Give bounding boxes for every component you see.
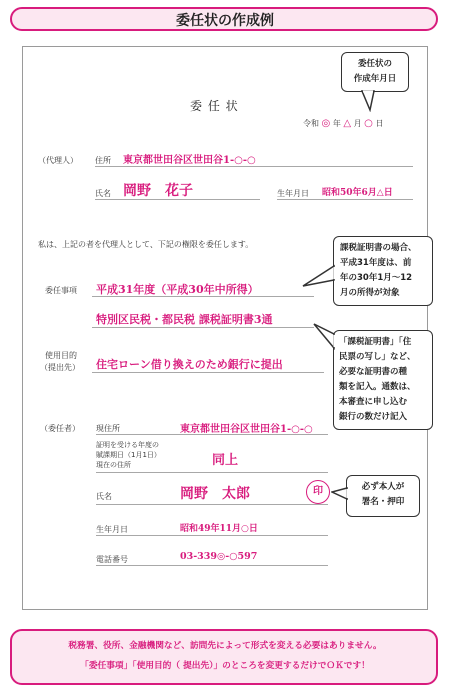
page-title: 委任状の作成例 <box>176 13 274 29</box>
agent-section-label: （代理人） <box>38 156 78 165</box>
principal-current-address-value: 東京都世田谷区世田谷1-○-○ <box>180 424 313 435</box>
callout-year-line3: 年の30年1月～12 <box>340 273 413 283</box>
principal-cert-address-value: 同上 <box>212 453 239 468</box>
agent-name-underline <box>95 199 260 200</box>
callout-certificate-line2: 民票の写し」など、 <box>339 352 416 362</box>
date-month-mark: △ <box>343 118 352 129</box>
date-era: 令和 <box>303 119 319 128</box>
date-row <box>303 118 383 129</box>
principal-birth-label: 生年月日 <box>96 525 128 534</box>
principal-cert-address-label-line3: 現在の住所 <box>96 461 131 469</box>
purpose-label-line2: （提出先） <box>40 363 80 372</box>
callout-certificate-line5: 本審査に申し込む <box>339 397 408 407</box>
callout-signature-line2: 署名・押印 <box>361 497 405 507</box>
principal-name-underline <box>96 504 328 505</box>
notice-box <box>10 629 438 685</box>
principal-current-address-underline <box>96 434 328 435</box>
matters-line1: 平成31年度（平成30年中所得） <box>96 283 259 296</box>
agent-birth-label: 生年月日 <box>277 189 309 198</box>
callout-year-line1: 課税証明書の場合、 <box>340 243 417 253</box>
date-month-unit: 月 <box>353 119 362 128</box>
principal-phone-underline <box>96 565 328 566</box>
purpose-value: 住宅ローン借り換えのため銀行に提出 <box>96 358 283 371</box>
matters-line2-underline <box>92 327 314 328</box>
agent-name-label: 氏名 <box>95 189 111 198</box>
date-year-unit: 年 <box>332 119 341 128</box>
matters-line2: 特別区民税・都民税 課税証明書3通 <box>96 313 273 326</box>
callout-year-pointer <box>300 264 336 288</box>
callout-certificate <box>333 330 433 430</box>
principal-phone-label: 電話番号 <box>96 555 128 564</box>
notice-line1: 税務署、役所、金融機関など、訪問先によって形式を変える必要はありません。 <box>68 641 382 651</box>
callout-date-pointer <box>360 90 380 112</box>
callout-date-line1: 委任状の <box>357 59 392 69</box>
document-title: 委 任 状 <box>190 99 239 113</box>
callout-certificate-line4: 類を記入。通数は、 <box>339 382 416 392</box>
date-day-mark: ○ <box>364 118 373 129</box>
purpose-underline <box>92 372 324 373</box>
callout-year-line4: 月の所得が対象 <box>340 288 400 298</box>
callout-date <box>341 52 409 92</box>
callout-certificate-pointer <box>312 322 336 352</box>
principal-phone-value: 03-339◎-○597 <box>180 551 258 562</box>
principal-birth-value: 昭和49年11月○日 <box>180 524 258 534</box>
principal-cert-address-underline <box>96 472 328 473</box>
principal-current-address-label: 現住所 <box>96 424 120 433</box>
principal-birth-underline <box>96 535 328 536</box>
callout-signature <box>346 475 420 517</box>
callout-certificate-line1: 「課税証明書」「住 <box>339 337 412 347</box>
principal-section-label: （委任者） <box>40 424 80 433</box>
callout-certificate-line6: 銀行の数だけ記入 <box>339 412 408 422</box>
principal-name-value: 岡野 太郎 <box>180 486 250 502</box>
date-year-mark: ◎ <box>321 118 331 129</box>
principal-cert-address-label-line1: 証明を受ける年度の <box>96 441 159 449</box>
principal-seal: 印 <box>306 480 330 504</box>
principal-cert-address-label <box>96 440 161 470</box>
notice-line2: 「委任事項」「使用目的（ 提出先）」のところを変更するだけでＯＫです！ <box>80 661 370 671</box>
agent-address-value: 東京都世田谷区世田谷1-○-○ <box>123 155 256 166</box>
purpose-label-line1: 使用目的 <box>45 351 77 360</box>
callout-certificate-line3: 必要な証明書の種 <box>339 367 408 377</box>
agent-address-label: 住所 <box>95 156 111 165</box>
agent-birth-underline <box>277 199 413 200</box>
principal-cert-address-label-line2: 賦課期日（1月1日） <box>96 451 161 459</box>
principal-name-label: 氏名 <box>96 492 112 501</box>
callout-year <box>333 236 433 306</box>
callout-date-line2: 作成年月日 <box>353 74 397 84</box>
callout-signature-pointer <box>331 486 349 502</box>
date-day-unit: 日 <box>375 119 384 128</box>
delegation-statement: 私は、上記の者を代理人として、下記の権限を委任します。 <box>38 240 254 249</box>
agent-name-value: 岡野 花子 <box>123 183 193 199</box>
agent-address-underline <box>95 166 413 167</box>
agent-birth-value: 昭和50年6月△日 <box>322 188 393 198</box>
callout-year-line2: 平成31年度は、前 <box>340 258 412 268</box>
matters-line1-underline <box>92 296 314 297</box>
matters-label: 委任事項 <box>45 286 77 295</box>
callout-signature-line1: 必ず本人が <box>361 482 405 492</box>
